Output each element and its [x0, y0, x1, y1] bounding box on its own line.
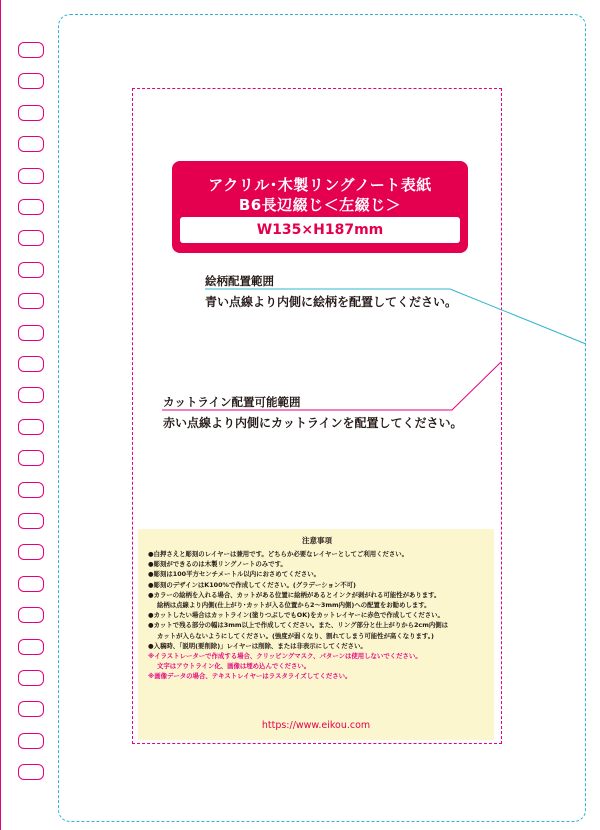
- notes-title: 注意事項: [302, 536, 332, 545]
- template-title-line2: B6長辺綴じ＜左綴じ＞: [238, 196, 402, 214]
- note-item: ●彫刻のデザインはK100%で作成してください。(グラデーション不可): [148, 580, 356, 589]
- note-item: 絵柄は点線より内側(仕上がり･カットが入る位置から2～3mm内側)への配置をお勧めします。: [157, 601, 431, 610]
- size-label: W135×H187mm: [180, 217, 460, 243]
- note-item: ※画像データの場合、テキストレイヤーはラスタライズしてください。: [148, 672, 352, 681]
- note-item: ●カットで残る部分の幅は3mm以上で作成してください。また、リング部分と仕上がりから2cm内側は: [148, 621, 449, 630]
- note-item: 文字はアウトライン化、画像は埋め込んでください。: [157, 662, 311, 671]
- cut-area-label: カットライン配置可能範囲: [163, 395, 301, 409]
- note-item: ●白押さえと彫刻のレイヤーは兼用です。どちらか必要なレイヤーとしてご利用ください。: [148, 550, 409, 558]
- template-title-line1: アクリル･木製リングノート表紙: [208, 176, 432, 194]
- note-item: ●カラーの絵柄を入れる場合、カットがある位置に絵柄があるとインクが剥がれる可能性があります。: [148, 590, 441, 599]
- cut-area-description: 赤い点線より内側にカットラインを配置してください。: [163, 416, 463, 430]
- note-item: ●彫刻ができるのは木製リングノートのみです。: [148, 560, 287, 569]
- note-item: ●入稿時、「説明(要削除)」レイヤーは削除、または非表示にしてください。: [148, 641, 367, 650]
- notes-list: [148, 549, 486, 682]
- notes-panel: [138, 529, 494, 740]
- website-url: https://www.eikou.com: [261, 720, 371, 731]
- note-item: ●カットしたい場合はカットライン(塗りつぶしでもOK)をカットレイヤーに赤色で作成してください。: [148, 611, 444, 620]
- design-area-description: 青い点線より内側に絵柄を配置してください。: [205, 295, 458, 309]
- note-item: ※イラストレーターで作成する場合、クリッピングマスク、パターンは使用しないでください。: [148, 652, 422, 661]
- note-item: カットが入らないようにしてください。(強度が弱くなり、割れてしまう可能性が高くなります。): [157, 631, 434, 640]
- design-area-label: 絵柄配置範囲: [205, 274, 274, 288]
- note-item: ●彫刻は100平方センチメートル以内におさめてください。: [148, 570, 321, 579]
